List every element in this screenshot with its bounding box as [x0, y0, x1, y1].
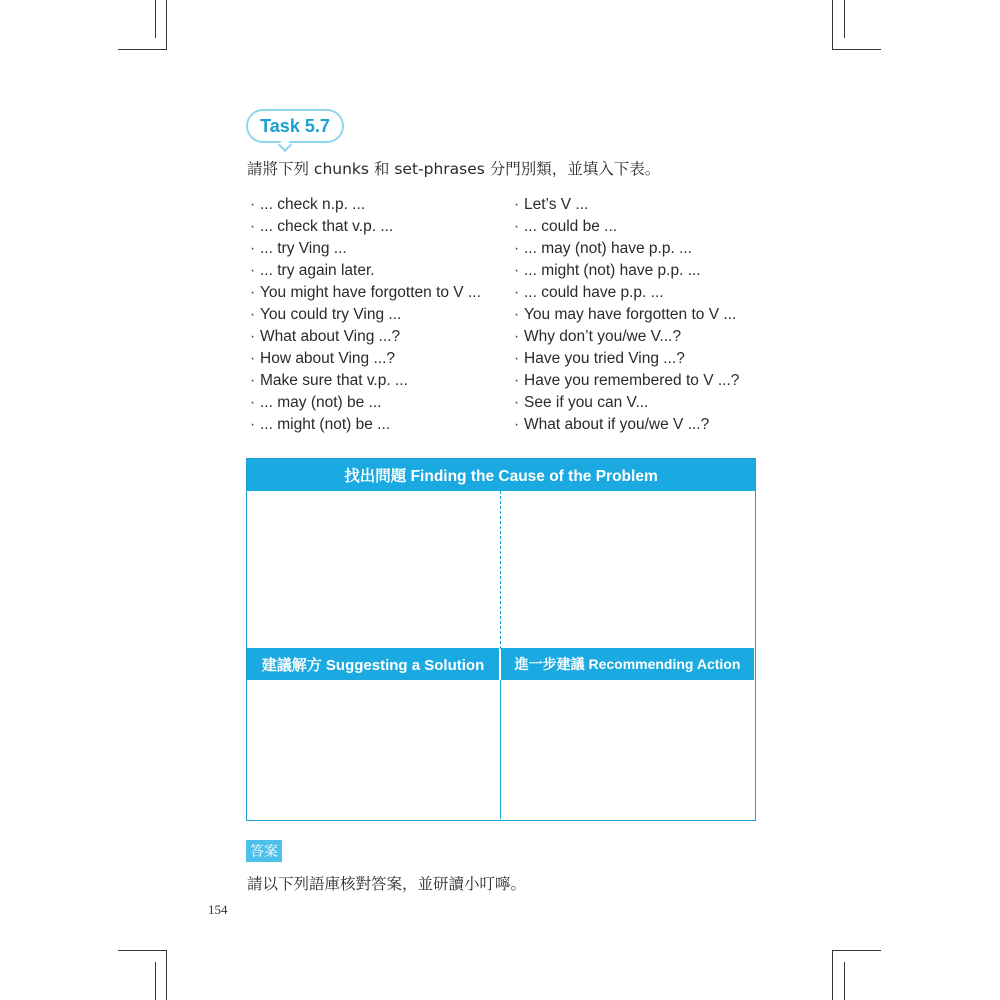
phrase-item: · Have you remembered to V ...?: [514, 370, 739, 392]
crop-mark-bottom-right-v: [832, 950, 833, 1000]
crop-mark-top-left-v2: [155, 0, 156, 38]
task-badge: Task 5.7: [246, 109, 344, 143]
phrase-item: · You might have forgotten to V ...: [250, 282, 481, 304]
crop-mark-bottom-left-v: [166, 950, 167, 1000]
crop-mark-bottom-right-h: [833, 950, 881, 951]
phrase-item: · Make sure that v.p. ...: [250, 370, 481, 392]
crop-mark-bottom-right-v2: [844, 962, 845, 1000]
crop-mark-top-right-h: [833, 49, 881, 50]
phrase-item: · ... may (not) have p.p. ...: [514, 238, 739, 260]
classification-table: [246, 458, 756, 821]
cell-suggesting-solution[interactable]: [247, 680, 500, 819]
page-number: 154: [208, 902, 228, 917]
phrase-item: · ... check n.p. ...: [250, 194, 481, 216]
crop-mark-top-right-v: [832, 0, 833, 50]
table-header-recommending-action: 進一步建議 Recommending Action: [501, 648, 754, 680]
phrase-item: · What about if you/we V ...?: [514, 414, 739, 436]
table-header-finding-cause: 找出問題 Finding the Cause of the Problem: [247, 459, 755, 491]
phrase-item: · Why don’t you/we V...?: [514, 326, 739, 348]
phrase-item: · ... could have p.p. ...: [514, 282, 739, 304]
cell-finding-cause-right[interactable]: [502, 491, 754, 649]
instruction-text: 請將下列 chunks 和 set-phrases 分門別類，並填入下表。: [247, 160, 661, 178]
phrase-item: · You may have forgotten to V ...: [514, 304, 739, 326]
solid-divider: [500, 680, 501, 819]
phrase-list-left: [250, 194, 481, 436]
phrase-item: · ... may (not) be ...: [250, 392, 481, 414]
cell-finding-cause-left[interactable]: [247, 491, 500, 649]
crop-mark-top-left-h: [118, 49, 166, 50]
table-header-suggesting-solution: 建議解方 Suggesting a Solution: [247, 648, 499, 680]
phrase-item: · Let’s V ...: [514, 194, 739, 216]
crop-mark-bottom-left-h: [118, 950, 166, 951]
phrase-item: · ... try again later.: [250, 260, 481, 282]
phrase-item: · What about Ving ...?: [250, 326, 481, 348]
phrase-item: · ... might (not) be ...: [250, 414, 481, 436]
phrase-item: · ... check that v.p. ...: [250, 216, 481, 238]
dashed-divider: [500, 491, 501, 649]
phrase-item: · See if you can V...: [514, 392, 739, 414]
phrase-item: · ... might (not) have p.p. ...: [514, 260, 739, 282]
phrase-list-right: [514, 194, 739, 436]
phrase-item: · ... try Ving ...: [250, 238, 481, 260]
cell-recommending-action[interactable]: [502, 680, 754, 819]
answer-instruction: 請以下列語庫核對答案，並研讀小叮嚀。: [247, 875, 527, 893]
crop-mark-bottom-left-v2: [155, 962, 156, 1000]
phrase-item: · ... could be ...: [514, 216, 739, 238]
phrase-item: · How about Ving ...?: [250, 348, 481, 370]
crop-mark-top-left-v: [166, 0, 167, 50]
phrase-item: · You could try Ving ...: [250, 304, 481, 326]
phrase-item: · Have you tried Ving ...?: [514, 348, 739, 370]
crop-mark-top-right-v2: [844, 0, 845, 38]
answer-tag: 答案: [246, 840, 282, 862]
